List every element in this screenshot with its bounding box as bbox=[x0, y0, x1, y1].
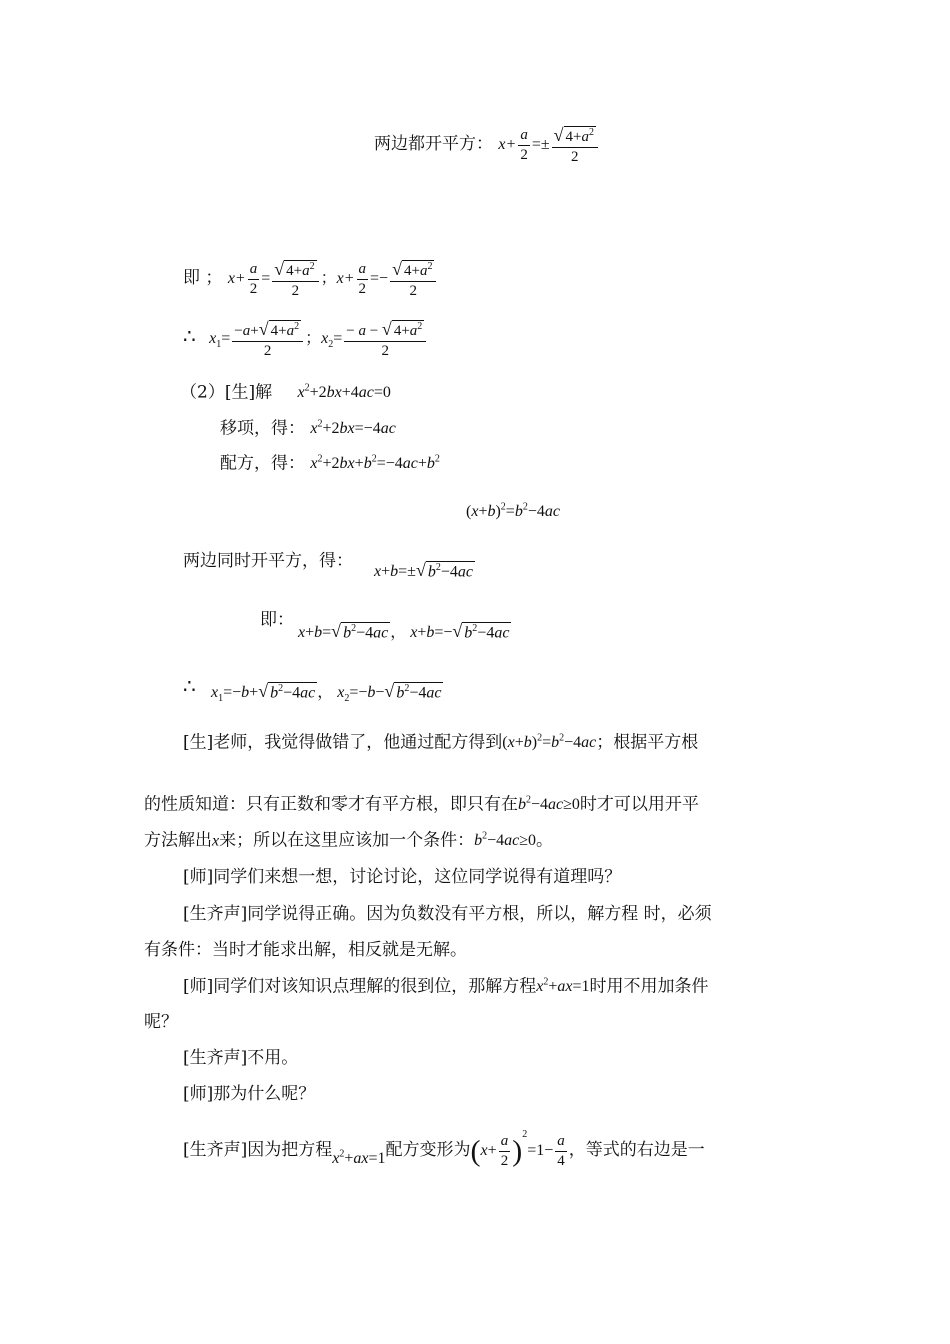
text: ，等式的右边是一 bbox=[568, 1140, 705, 1160]
text: 时用不用加条件 bbox=[589, 976, 709, 997]
line-move bbox=[220, 420, 396, 437]
formula: x+ $\frac{a}{2}$ =± √ $4+a^2$ 2 bbox=[498, 136, 600, 153]
text: 来；所以在这里应该加一个条件： bbox=[219, 830, 475, 851]
para-line-1 bbox=[183, 734, 698, 751]
line-square bbox=[466, 503, 560, 520]
line-open-both-sides bbox=[374, 126, 600, 165]
line-solutions-b bbox=[183, 676, 196, 697]
text: [生齐声]同学说得正确。因为负数没有平方根，所以，解方程 时，必须 bbox=[183, 904, 712, 924]
therefore-symbol: ∴ bbox=[183, 324, 196, 349]
text: [师]同学们对该知识点理解的很到位，那解方程 bbox=[183, 976, 537, 997]
formula: $b^2-4ac\ge 0$ bbox=[474, 831, 537, 850]
formula: $x^2+ax=1$ bbox=[332, 1148, 386, 1167]
line-solutions-a bbox=[183, 320, 428, 359]
therefore-symbol: ∴ bbox=[183, 674, 196, 698]
formula: $x^2+2bx+b^2=-4ac+b^2$ bbox=[310, 454, 440, 473]
text: 呢？ bbox=[144, 1012, 178, 1032]
text: 配方变形为 bbox=[385, 1140, 471, 1160]
formula: $(x+b)^2=b^2-4ac$ bbox=[502, 733, 597, 752]
para-line-3 bbox=[144, 832, 553, 849]
line-ji-2-formula bbox=[298, 622, 511, 641]
formula: $(x+b)^2=b^2-4ac$ bbox=[466, 502, 560, 521]
text: [生]老师，我觉得做错了，他通过配方得到 bbox=[183, 732, 503, 753]
formula: x bbox=[212, 832, 220, 850]
para-line-6 bbox=[144, 942, 467, 959]
text: 方法解出 bbox=[144, 830, 212, 851]
formula: $x_1=$ −a+ √ $4+a^2$ 2 ；$x_2=$ − a − √ $4+a^2$ 2 bbox=[209, 330, 428, 347]
text: ；根据平方根 bbox=[596, 732, 699, 753]
label: 移项，得： bbox=[220, 418, 305, 439]
formula: $x^2+2bx+4ac=0$ bbox=[297, 383, 391, 402]
line-part2 bbox=[180, 384, 391, 401]
line-complete bbox=[220, 455, 440, 472]
para-line-7 bbox=[183, 978, 709, 995]
label: 即： bbox=[260, 610, 294, 630]
label: 配方，得： bbox=[220, 453, 305, 474]
label: 即 ； bbox=[183, 268, 223, 289]
text: [生齐声]不用。 bbox=[183, 1048, 299, 1068]
formula: x+b= √ $b^2-4ac$ ， x+b=− √ $b^2-4ac$ bbox=[298, 621, 510, 642]
label: （2）[生]解 bbox=[180, 382, 273, 403]
para-line-10 bbox=[183, 1086, 315, 1103]
text: [师]那为什么呢？ bbox=[183, 1084, 316, 1104]
text: 的性质知道：只有正数和零才有平方根，即只有在 bbox=[144, 794, 518, 815]
para-line-9 bbox=[183, 1050, 298, 1067]
text: 时才可以用开平 bbox=[579, 794, 699, 815]
text: [师]同学们来想一想，讨论讨论，这位同学说得有道理吗？ bbox=[183, 867, 622, 887]
line-ji bbox=[183, 260, 438, 299]
text: 。 bbox=[536, 830, 554, 851]
formula: x+b=± √ $b^2-4ac$ bbox=[374, 560, 473, 581]
formula: x+ $\frac{a}{2}$ = √ $4+a^2$ 2 ；x+ $\frac{a}{2}$ =− √ $4+a^2$ 2 bbox=[228, 270, 439, 287]
formula: $x_1=-b+$ √ $b^2-4ac$ ， $x_2=-b-$ √ $b^2-4ac$ bbox=[211, 681, 442, 705]
line-both-sides-formula bbox=[374, 561, 475, 580]
para-line-8 bbox=[144, 1014, 178, 1031]
formula: (x+ $\frac{a}{2}$ )$^2$=1− $\frac{a}{4}$ bbox=[470, 1129, 565, 1169]
para-line-5 bbox=[183, 906, 712, 923]
line-both-sides bbox=[183, 553, 353, 570]
text: 有条件：当时才能求出解，相反就是无解。 bbox=[144, 940, 467, 960]
line-solutions-b-formula bbox=[211, 682, 443, 704]
text: [生齐声]因为把方程 bbox=[183, 1140, 333, 1160]
label: 两边都开平方： bbox=[374, 134, 493, 155]
para-line-2 bbox=[144, 796, 699, 813]
formula: $b^2-4ac\ge 0$ bbox=[518, 795, 580, 814]
line-ji-2 bbox=[260, 612, 294, 629]
formula: $x^2+ax=1$ bbox=[536, 977, 590, 996]
label: 两边同时开平方，得： bbox=[183, 551, 353, 571]
formula: $x^2+2bx=-4ac$ bbox=[310, 419, 396, 438]
para-line-11 bbox=[183, 1130, 705, 1169]
para-line-4 bbox=[183, 869, 621, 886]
